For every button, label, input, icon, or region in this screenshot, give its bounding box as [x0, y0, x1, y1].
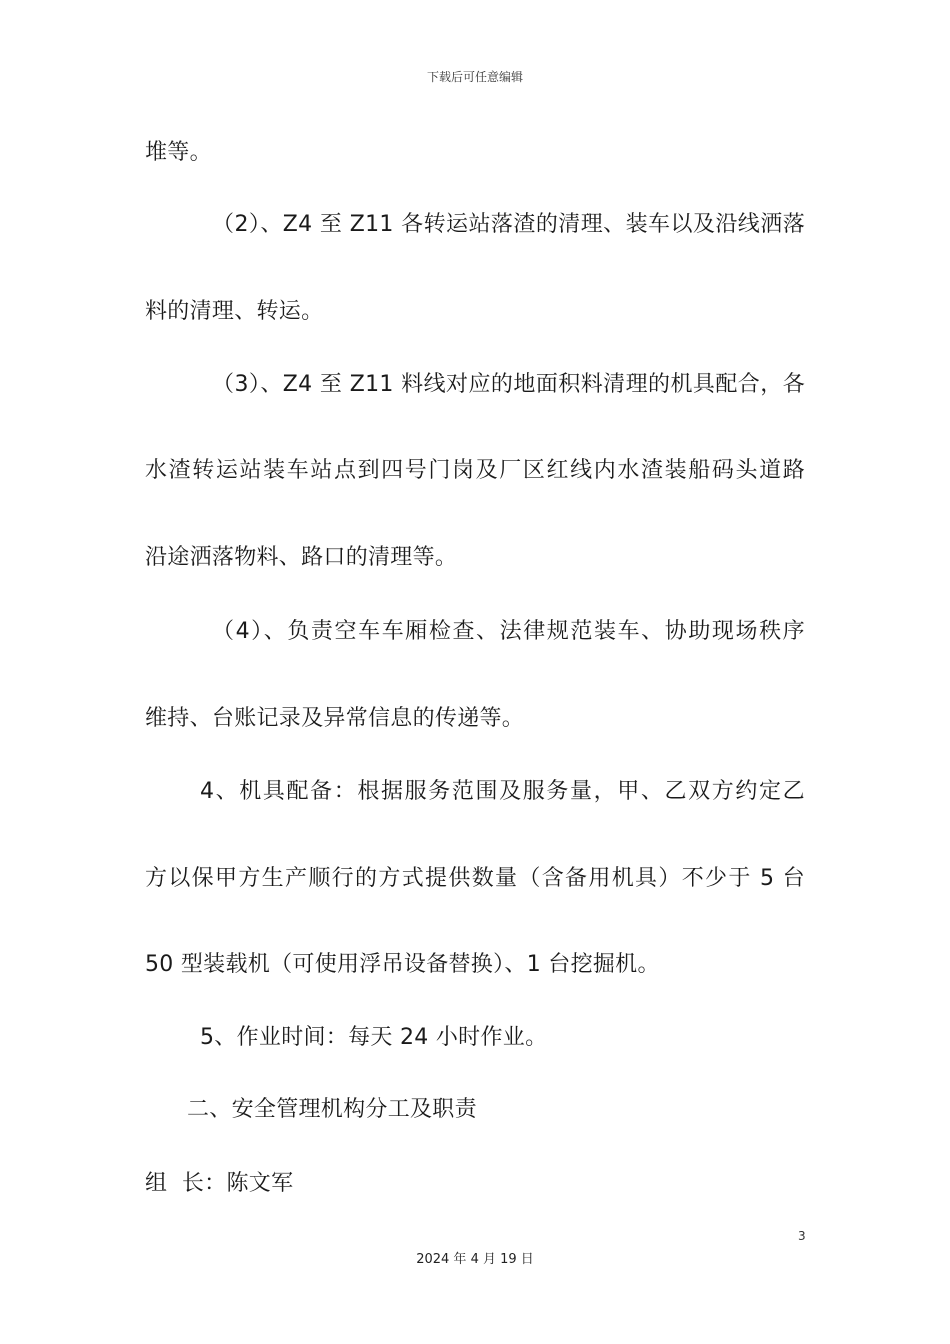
body-line-5: 水渣转运站装车站点到四号门岗及厂区红线内水渣装船码头道路	[145, 458, 805, 483]
body-line-10: 方以保甲方生产顺行的方式提供数量（含备用机具）不少于 5 台	[145, 866, 805, 891]
section-heading: 二、安全管理机构分工及职责	[187, 1097, 477, 1122]
group-leader-line: 组 长：陈文军	[145, 1171, 294, 1196]
body-line-1: 堆等。	[145, 140, 212, 165]
footer-date: 2024 年 4 月 19 日	[416, 1252, 534, 1267]
body-line-4: （3）、Z4 至 Z11 料线对应的地面积料清理的机具配合，各	[212, 372, 805, 397]
body-line-9: 4、机具配备：根据服务范围及服务量，甲、乙双方约定乙	[200, 779, 805, 804]
body-line-2: （2）、Z4 至 Z11 各转运站落渣的清理、装车以及沿线洒落	[212, 212, 805, 237]
body-line-11: 50 型装载机（可使用浮吊设备替换）、1 台挖掘机。	[145, 952, 660, 977]
body-line-3: 料的清理、转运。	[145, 299, 324, 324]
body-line-8: 维持、台账记录及异常信息的传递等。	[145, 706, 525, 731]
body-line-12: 5、作业时间：每天 24 小时作业。	[200, 1025, 548, 1050]
page-header: 下载后可任意编辑	[426, 70, 523, 84]
body-line-6: 沿途洒落物料、路口的清理等。	[145, 545, 458, 570]
body-line-7: （4）、负责空车车厢检查、法律规范装车、协助现场秩序	[212, 619, 805, 644]
page-number: 3	[798, 1229, 806, 1243]
